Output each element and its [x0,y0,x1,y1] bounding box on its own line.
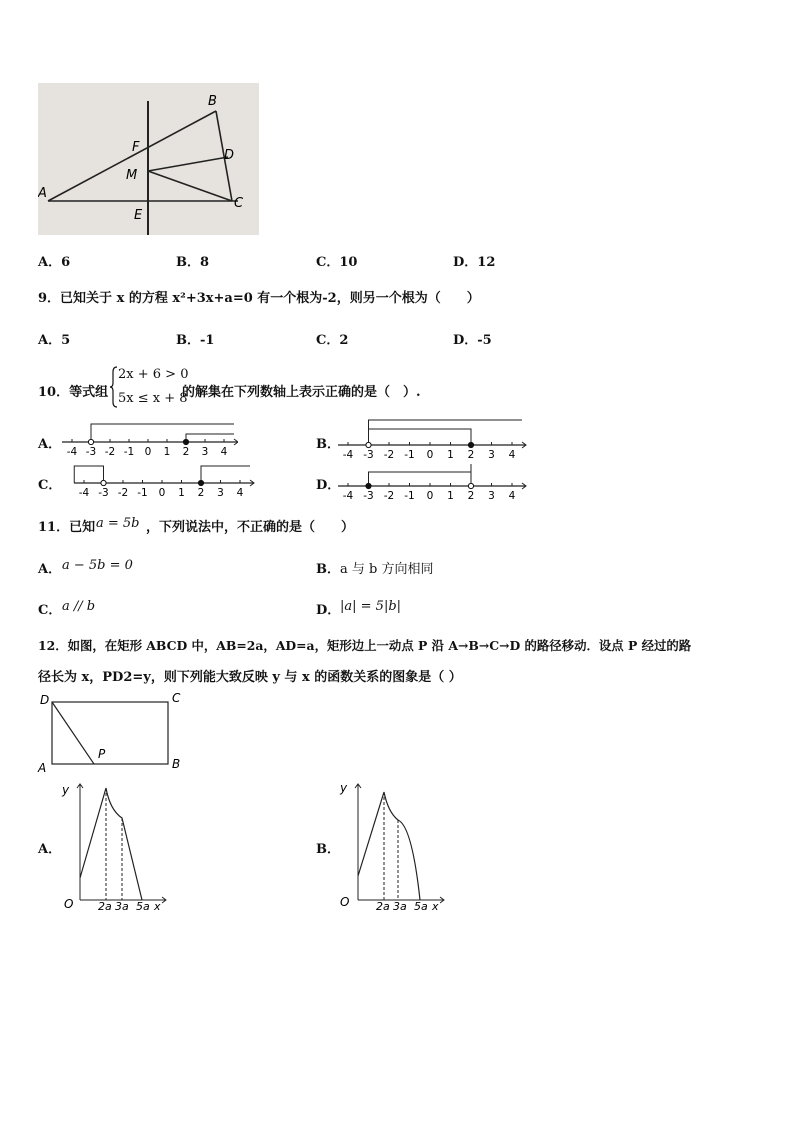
q12-option-b-graph [336,780,448,912]
q10-option-c-label[interactable]: C． [38,478,62,493]
open-endpoint [468,483,473,488]
q8-figure-photo [38,83,259,235]
tick-label: 3 [201,446,209,458]
tick-label: -1 [123,446,135,458]
graph-b-y: y [340,781,348,795]
solution-ray [74,466,103,483]
q10-option-b-numberline [334,418,534,460]
tick-label: -3 [363,490,374,502]
q12-option-b-label[interactable]: B． [316,842,340,857]
q11-option-c-label[interactable]: C． [38,603,62,618]
solution-ray [369,429,472,445]
q12-rectangle-figure [36,690,196,776]
q11-option-d-label[interactable]: D． [316,603,341,618]
brace-icon [110,366,118,408]
open-endpoint [88,439,93,444]
closed-endpoint [366,483,371,488]
rect-label-a: A [38,761,47,775]
tick-label: -2 [383,449,395,460]
q10-option-a-label[interactable]: A． [38,437,62,452]
tick-label: -3 [363,449,374,460]
graph-a-y: y [62,783,70,797]
q9-stem: 9．已知关于 x 的方程 x²+3x+a=0 有一个根为-2，则另一个根为（ ） [38,291,480,306]
label-c: C [234,196,244,211]
q11-stem-prefix: 11．已知 [38,520,96,535]
q8-option-c[interactable]: C．10 [316,255,358,270]
q11-stem-suffix: ，下列说法中，不正确的是（ ） [146,520,355,535]
closed-endpoint [468,442,473,447]
tick-label: 4 [508,449,516,460]
label-f: F [132,140,140,155]
tick-label: 2 [467,449,475,460]
graph-a-tick-2a: 2a [98,900,112,912]
q12-option-a-graph [58,780,170,912]
open-endpoint [366,442,371,447]
q12-stem-line1: 12．如图，在矩形 ABCD 中，AB=2a，AD=a，矩形边上一动点 P 沿 A→B→C→D 的路径移动．设点 P 经过的路 [38,638,692,653]
solution-ray [369,472,472,486]
tick-label: -2 [117,487,129,499]
q11-option-b-text: a 与 b 方向相同 [340,562,434,577]
tick-label: 2 [197,487,205,499]
q10-inequality-2: 5x ≤ x + 8 [118,391,188,406]
tick-label: 4 [236,487,244,499]
q11-option-b-label[interactable]: B． [316,562,340,577]
q9-option-a[interactable]: A．5 [38,333,71,348]
graph-b-tick-3a: 3a [393,900,407,912]
q8-option-a[interactable]: A．6 [38,255,71,270]
tick-label: 1 [447,449,454,460]
rect-label-b: B [172,757,181,771]
tick-label: 0 [426,490,434,502]
q10-stem-prefix: 10．等式组 [38,385,109,400]
graph-a-x: x [154,900,161,912]
open-endpoint [101,480,106,485]
q12-stem-line2: 径长为 x，PD2=y，则下列能大致反映 y 与 x 的函数关系的图象是（ ） [38,670,462,685]
label-e: E [134,208,143,223]
q10-option-a-numberline [58,420,238,460]
graph-b-tick-5a: 5a [414,900,428,912]
tick-label: 2 [182,446,190,458]
tick-label: -4 [342,490,354,502]
tick-label: 1 [178,487,185,499]
q10-inequality-1: 2x + 6 > 0 [118,367,189,382]
q12-option-a-label[interactable]: A． [38,842,62,857]
tick-label: -3 [85,446,97,458]
graph-a-tick-3a: 3a [115,900,129,912]
tick-label: -4 [78,487,90,499]
graph-a-o: O [64,897,74,911]
solution-ray [369,420,523,445]
rect-label-p: P [98,747,106,761]
q9-option-c[interactable]: C．2 [316,333,349,348]
triangle-figure [38,83,259,235]
tick-label: 0 [158,487,166,499]
tick-label: -1 [137,487,148,499]
label-m: M [126,168,138,183]
q9-option-d[interactable]: D．-5 [453,333,492,348]
q10-option-b-label[interactable]: B． [316,437,340,452]
tick-label: -2 [383,490,395,502]
q11-option-c-text: a // b [62,599,96,614]
tick-label: 3 [217,487,224,499]
q10-option-c-numberline [68,462,258,502]
solution-ray [91,424,234,442]
label-d: D [224,148,235,163]
tick-label: 4 [508,490,516,502]
rect-label-c: C [172,691,181,705]
tick-label: 4 [220,446,228,458]
tick-label: -2 [104,446,116,458]
graph-b-tick-2a: 2a [376,900,390,912]
graph-b-x: x [432,900,439,912]
q8-option-d[interactable]: D．12 [453,255,496,270]
q11-given: a = 5b [96,516,140,531]
tick-label: 3 [488,449,495,460]
label-b: B [208,94,217,109]
label-a: A [38,186,47,201]
q10-stem-suffix: 的解集在下列数轴上表示正确的是（ ）. [182,385,421,400]
solution-ray [201,466,250,483]
q11-option-d-text: |a| = 5|b| [340,599,402,614]
tick-label: 0 [426,449,434,460]
q10-option-d-numberline [334,462,534,502]
tick-label: 0 [144,446,152,458]
solution-ray [186,434,234,442]
graph-b-o: O [340,895,350,909]
tick-label: 1 [163,446,171,458]
tick-label: 2 [467,490,475,502]
q8-option-b[interactable]: B．8 [176,255,210,270]
rect-label-d: D [40,693,50,707]
tick-label: -1 [404,449,415,460]
tick-label: -1 [404,490,415,502]
tick-label: 1 [447,490,454,502]
q10-option-d-label[interactable]: D． [316,478,341,493]
graph-a-tick-5a: 5a [136,900,150,912]
tick-label: 3 [488,490,495,502]
q11-option-a-text: a − 5b = 0 [62,558,133,573]
closed-endpoint [198,480,203,485]
q11-option-a-label[interactable]: A． [38,562,62,577]
tick-label: -3 [98,487,109,499]
q9-option-b[interactable]: B．-1 [176,333,215,348]
tick-label: -4 [66,446,78,458]
tick-label: -4 [342,449,354,460]
closed-endpoint [183,439,188,444]
